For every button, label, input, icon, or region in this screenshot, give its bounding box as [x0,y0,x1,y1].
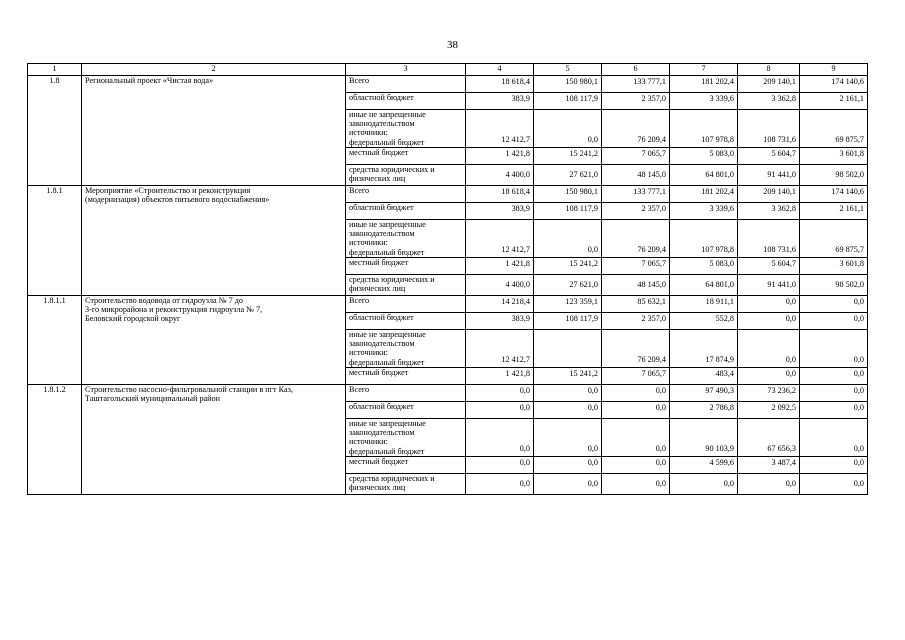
value-cell: 12 412,7 [466,330,534,368]
value-cell: 0,0 [800,330,868,368]
value-cell: 0,0 [534,110,602,148]
value-cell: 12 412,7 [466,110,534,148]
funding-source: Всего [346,296,466,313]
value-cell: 7 065,7 [602,258,670,275]
value-cell: 27 621,0 [534,165,602,186]
value-cell: 4 400,0 [466,275,534,296]
value-cell: 67 656,3 [738,419,800,457]
value-cell: 181 202,4 [670,76,738,93]
funding-source-line: физических лиц [349,483,406,493]
value-cell: 0,0 [738,330,800,368]
value-cell: 85 632,1 [602,296,670,313]
funding-source-line: законодательством [349,119,415,129]
value-cell: 7 065,7 [602,148,670,165]
value-cell: 2 161,1 [800,203,868,220]
column-header: 6 [602,64,670,76]
description-line: Беловский городской округ [85,314,181,324]
value-cell: 150 980,1 [534,76,602,93]
value-cell: 1 421,8 [466,148,534,165]
item-description [82,186,346,296]
table-body [28,76,868,495]
funding-source-line: федеральный бюджет [349,137,425,147]
value-cell: 4 400,0 [466,165,534,186]
column-header: 5 [534,64,602,76]
item-code: 1.8.1.1 [28,296,82,385]
value-cell: 48 145,0 [602,275,670,296]
value-cell: 174 140,6 [800,76,868,93]
value-cell: 0,0 [534,457,602,474]
value-cell: 2 092,5 [738,402,800,419]
value-cell: 0,0 [800,385,868,402]
value-cell: 3 601,8 [800,148,868,165]
budget-table [27,63,868,495]
description-line: (модернизация) объектов питьевого водоснабжения» [85,195,270,205]
value-cell: 18 618,4 [466,76,534,93]
value-cell: 150 980,1 [534,186,602,203]
value-cell: 0,0 [534,474,602,495]
value-cell: 0,0 [534,220,602,258]
value-cell: 0,0 [800,313,868,330]
funding-source-line: физических лиц [349,284,406,294]
item-code: 1.8.1 [28,186,82,296]
value-cell: 552,8 [670,313,738,330]
value-cell: 383,9 [466,93,534,110]
value-cell: 2 357,0 [602,313,670,330]
funding-source [346,220,466,258]
value-cell: 2 357,0 [602,93,670,110]
value-cell: 15 241,2 [534,368,602,385]
value-cell: 76 209,4 [602,110,670,148]
value-cell: 174 140,6 [800,186,868,203]
value-cell: 97 490,3 [670,385,738,402]
header-row [28,64,868,76]
funding-source-line: средства юридических и [349,474,435,483]
value-cell: 0,0 [800,419,868,457]
value-cell: 108 117,9 [534,93,602,110]
value-cell: 0,0 [466,457,534,474]
funding-source-line: средства юридических и [349,275,435,284]
value-cell: 4 599,6 [670,457,738,474]
value-cell: 0,0 [534,419,602,457]
column-header: 8 [738,64,800,76]
funding-source-line: иные не запрещенные [349,330,426,339]
value-cell: 1 421,8 [466,258,534,275]
value-cell: 107 978,8 [670,220,738,258]
value-cell: 73 236,2 [738,385,800,402]
description-line: Строительство водовода от гидроузла № 7 до [85,296,243,305]
value-cell: 107 978,8 [670,110,738,148]
funding-source-line: иные не запрещенные [349,110,426,119]
value-cell: 69 875,7 [800,220,868,258]
column-header: 3 [346,64,466,76]
value-cell: 108 731,6 [738,110,800,148]
value-cell: 483,4 [670,368,738,385]
value-cell: 0,0 [738,313,800,330]
value-cell: 3 601,8 [800,258,868,275]
funding-source: местный бюджет [346,258,466,275]
value-cell: 181 202,4 [670,186,738,203]
funding-source-line: законодательством [349,229,415,239]
value-cell: 14 218,4 [466,296,534,313]
value-cell: 3 339,6 [670,203,738,220]
value-cell: 98 502,0 [800,275,868,296]
value-cell: 123 359,1 [534,296,602,313]
funding-source-line: иные не запрещенные [349,419,426,428]
value-cell: 0,0 [602,385,670,402]
column-header: 1 [28,64,82,76]
value-cell: 15 241,2 [534,258,602,275]
column-header: 2 [82,64,346,76]
value-cell: 76 209,4 [602,220,670,258]
value-cell: 0,0 [466,419,534,457]
value-cell [534,330,602,368]
value-cell: 5 604,7 [738,148,800,165]
value-cell: 108 731,6 [738,220,800,258]
value-cell: 0,0 [466,402,534,419]
funding-source: областной бюджет [346,93,466,110]
funding-source-line: источники: [349,348,388,358]
value-cell: 76 209,4 [602,330,670,368]
funding-source-line: федеральный бюджет [349,446,425,456]
value-cell: 2 357,0 [602,203,670,220]
value-cell: 98 502,0 [800,165,868,186]
value-cell: 3 362,8 [738,203,800,220]
funding-source-line: источники: [349,437,388,447]
table-row [28,186,868,203]
value-cell: 0,0 [466,385,534,402]
value-cell: 0,0 [738,368,800,385]
item-code: 1.8.1.2 [28,385,82,495]
description-line: Мероприятие «Строительство и реконструкция [85,186,251,195]
value-cell: 0,0 [800,457,868,474]
funding-source: Всего [346,186,466,203]
page-number: 38 [447,39,458,51]
value-cell: 2 786,8 [670,402,738,419]
funding-source [346,474,466,495]
value-cell: 0,0 [670,474,738,495]
value-cell: 48 145,0 [602,165,670,186]
value-cell: 18 618,4 [466,186,534,203]
value-cell: 209 140,1 [738,186,800,203]
value-cell: 383,9 [466,203,534,220]
description-line: Региональный проект «Чистая вода» [85,76,214,85]
funding-source [346,165,466,186]
funding-source: областной бюджет [346,313,466,330]
value-cell: 3 487,4 [738,457,800,474]
funding-source-line: источники: [349,238,388,248]
column-header: 7 [670,64,738,76]
value-cell: 7 065,7 [602,368,670,385]
column-header: 4 [466,64,534,76]
value-cell: 0,0 [602,419,670,457]
value-cell: 2 161,1 [800,93,868,110]
item-code: 1.8 [28,76,82,186]
funding-source [346,419,466,457]
item-description [82,76,346,186]
value-cell: 108 117,9 [534,313,602,330]
funding-source: Всего [346,385,466,402]
funding-source-line: иные не запрещенные [349,220,426,229]
value-cell: 0,0 [466,474,534,495]
funding-source: Всего [346,76,466,93]
value-cell: 91 441,0 [738,165,800,186]
value-cell: 69 875,7 [800,110,868,148]
value-cell: 91 441,0 [738,275,800,296]
funding-source: областной бюджет [346,203,466,220]
value-cell: 17 874,9 [670,330,738,368]
value-cell: 0,0 [602,474,670,495]
item-description [82,385,346,495]
value-cell: 0,0 [534,385,602,402]
value-cell: 18 911,1 [670,296,738,313]
funding-source-line: средства юридических и [349,165,435,174]
funding-source: местный бюджет [346,368,466,385]
funding-source [346,330,466,368]
value-cell: 15 241,2 [534,148,602,165]
table-row [28,385,868,402]
value-cell: 133 777,1 [602,76,670,93]
value-cell: 0,0 [738,296,800,313]
value-cell: 5 083,0 [670,148,738,165]
value-cell: 27 621,0 [534,275,602,296]
value-cell: 3 339,6 [670,93,738,110]
description-line: 3-го микрорайона и реконструкция гидроузла № 7, [85,305,263,315]
table-row [28,296,868,313]
funding-source: местный бюджет [346,148,466,165]
value-cell: 0,0 [602,457,670,474]
value-cell: 0,0 [534,402,602,419]
value-cell: 209 140,1 [738,76,800,93]
funding-source: местный бюджет [346,457,466,474]
description-line: Таштагольский муниципальный район [85,394,221,404]
value-cell: 0,0 [800,402,868,419]
funding-source [346,275,466,296]
value-cell: 383,9 [466,313,534,330]
description-line: Строительство насосно-фильтровальной станции в пгт Каз, [85,385,293,394]
value-cell: 133 777,1 [602,186,670,203]
value-cell: 0,0 [800,474,868,495]
value-cell: 0,0 [602,402,670,419]
value-cell: 108 117,9 [534,203,602,220]
column-header: 9 [800,64,868,76]
value-cell: 5 604,7 [738,258,800,275]
table-row [28,76,868,93]
funding-source-line: законодательством [349,339,415,349]
value-cell: 0,0 [738,474,800,495]
value-cell: 64 801,0 [670,275,738,296]
funding-source-line: источники: [349,128,388,138]
value-cell: 64 801,0 [670,165,738,186]
value-cell: 1 421,8 [466,368,534,385]
value-cell: 90 103,9 [670,419,738,457]
funding-source: областной бюджет [346,402,466,419]
value-cell: 0,0 [800,296,868,313]
funding-source-line: физических лиц [349,174,406,184]
value-cell: 5 083,0 [670,258,738,275]
funding-source [346,110,466,148]
value-cell: 3 362,8 [738,93,800,110]
funding-source-line: законодательством [349,428,415,438]
value-cell: 12 412,7 [466,220,534,258]
funding-source-line: федеральный бюджет [349,247,425,257]
funding-source-line: федеральный бюджет [349,357,425,367]
value-cell: 0,0 [800,368,868,385]
item-description [82,296,346,385]
